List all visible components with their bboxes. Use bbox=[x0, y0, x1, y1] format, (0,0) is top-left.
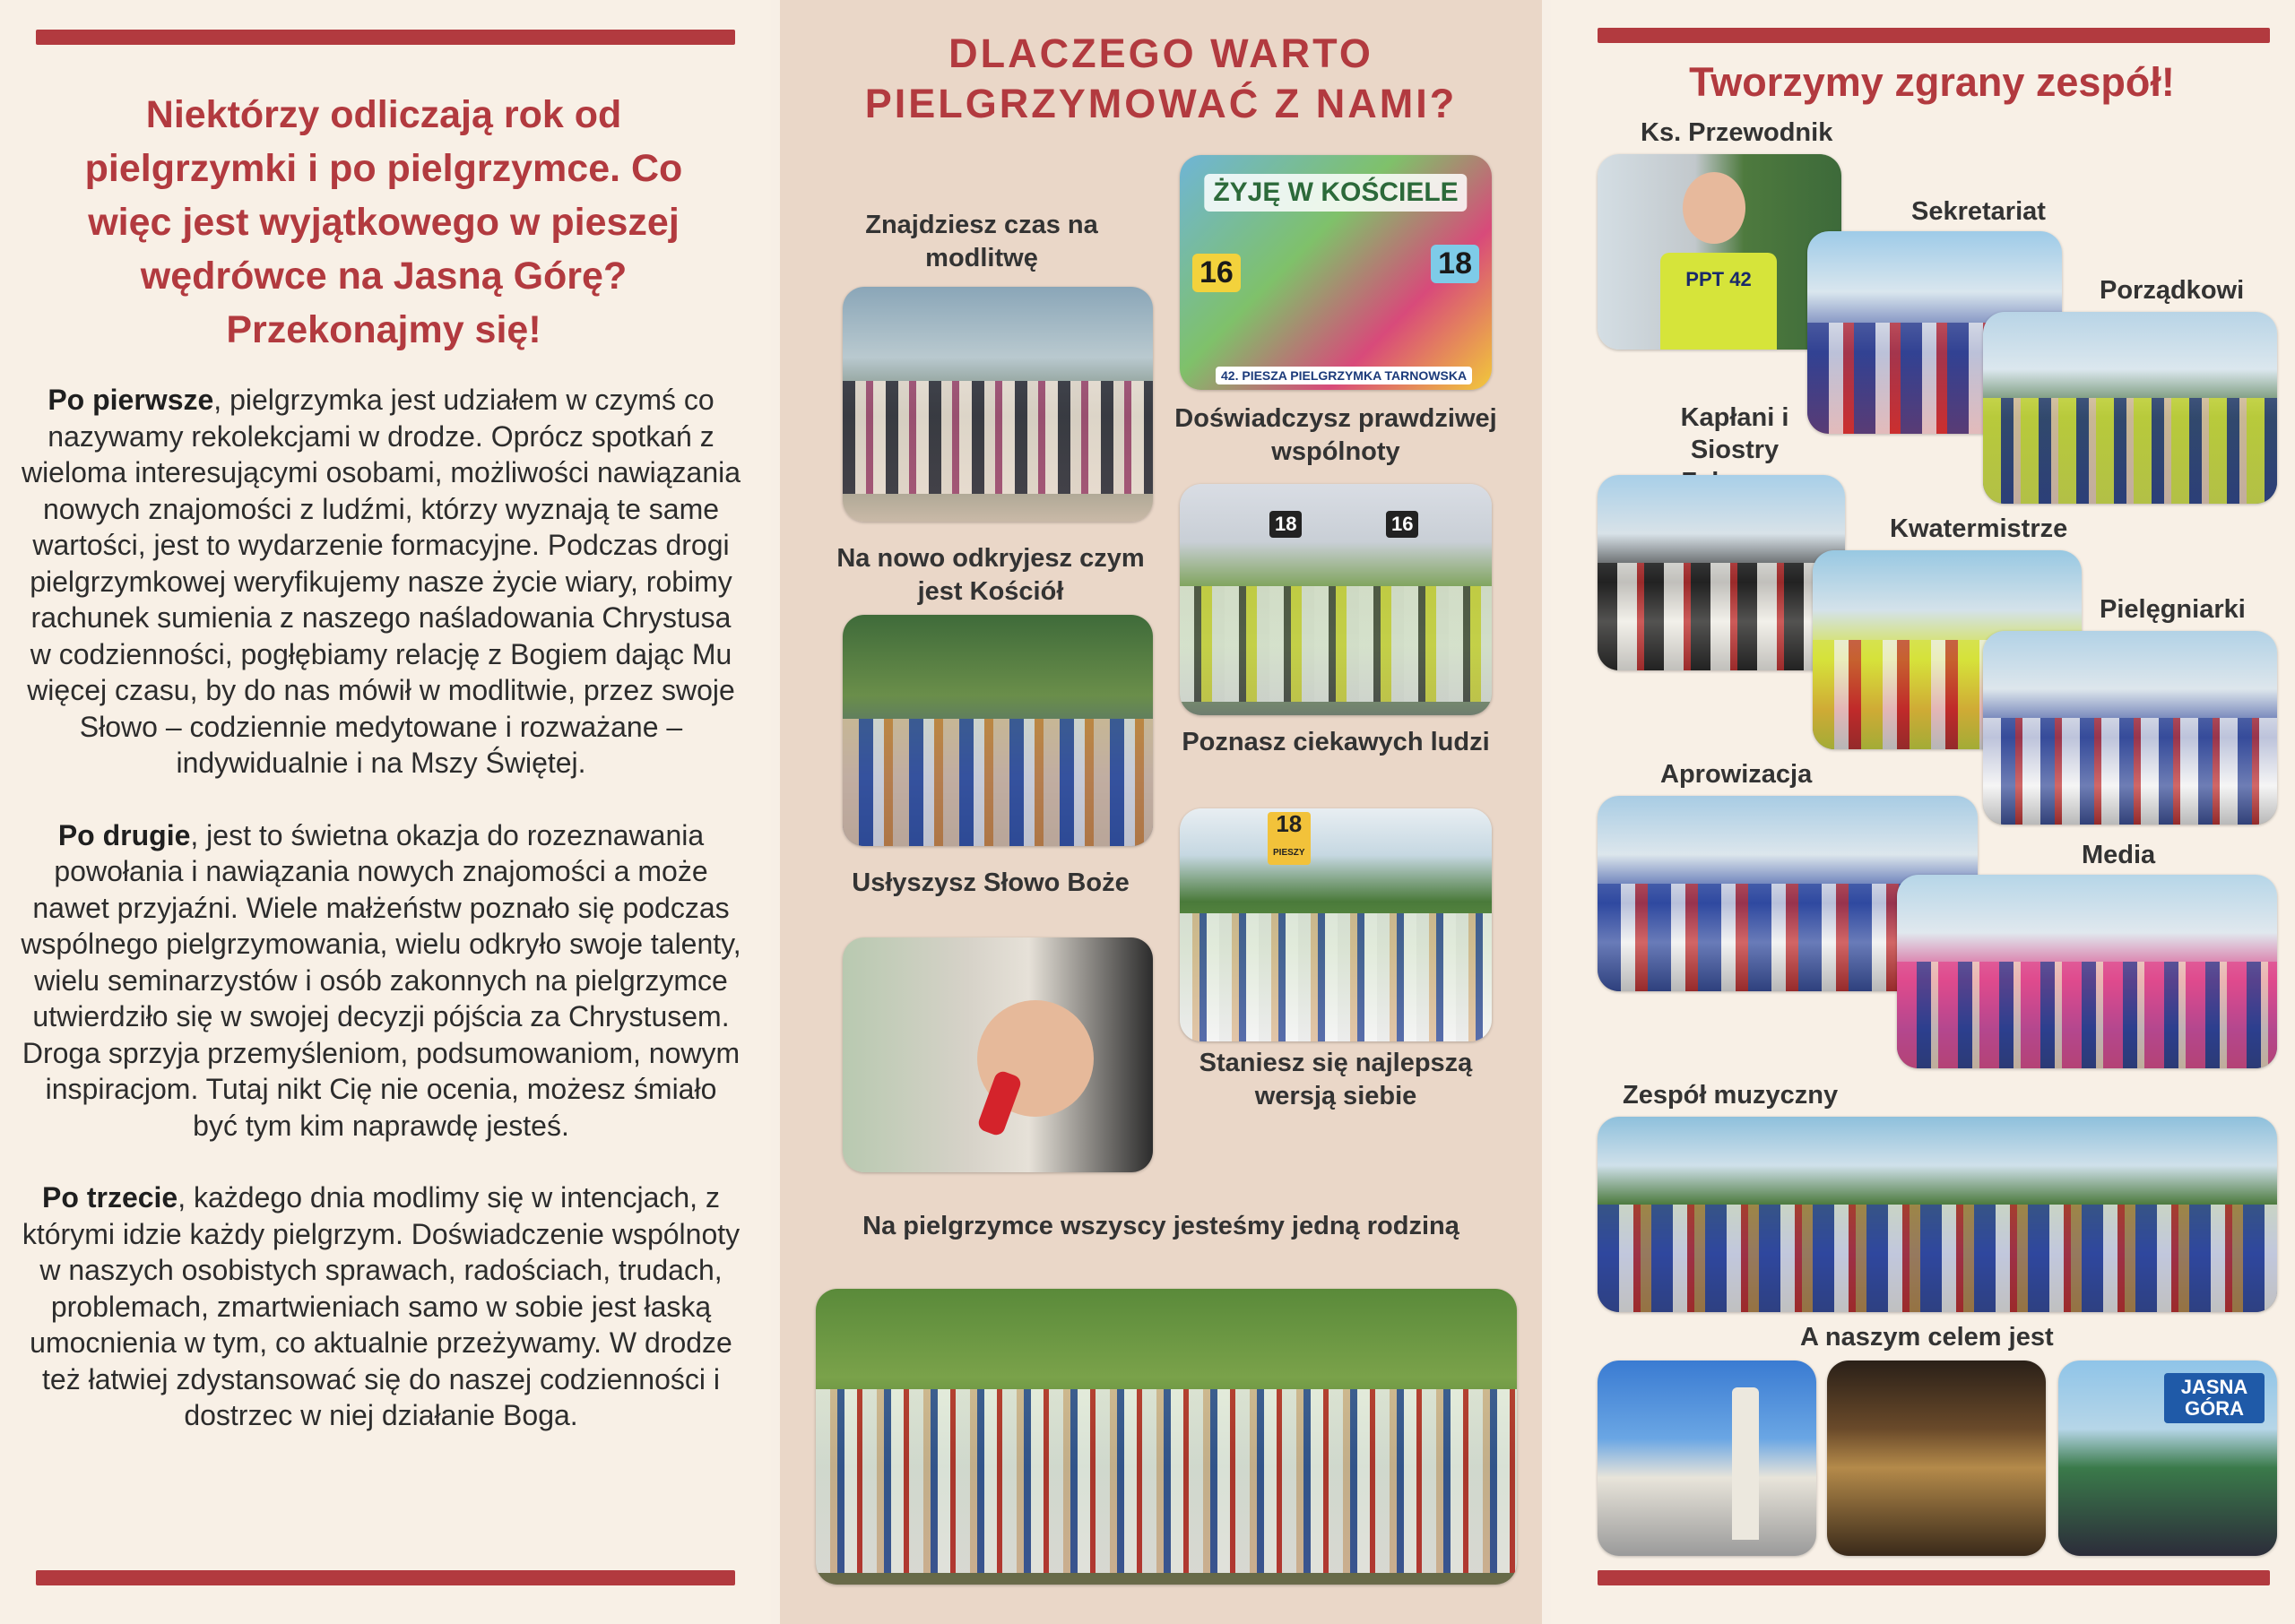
sign-number-16: 16 bbox=[1386, 511, 1418, 538]
right-heading: Tworzymy zgrany zespół! bbox=[1689, 59, 2175, 105]
caption-word: Usłyszysz Słowo Boże bbox=[852, 868, 1130, 897]
photo-people bbox=[1180, 484, 1492, 715]
caption-secretariat: Sekretariat bbox=[1911, 197, 2046, 226]
caption-quartermasters: Kwatermistrze bbox=[1890, 514, 2068, 543]
caption-goal: A naszym celem jest bbox=[1800, 1323, 2054, 1352]
banner-pilgrimage: 42. PIESZA PIELGRZYMKA TARNOWSKA bbox=[1216, 367, 1472, 384]
sign-group-number: 18 bbox=[1276, 810, 1303, 837]
photo-family bbox=[816, 1289, 1517, 1585]
bottom-divider-right bbox=[1598, 1570, 2270, 1585]
paragraph-first-lead: Po pierwsze bbox=[48, 384, 214, 416]
sign-zyje-w-kosciele: ŻYJĘ W KOŚCIELE bbox=[1204, 174, 1467, 212]
middle-panel bbox=[780, 0, 1542, 1624]
top-divider-right bbox=[1598, 28, 2270, 43]
caption-media: Media bbox=[2082, 841, 2156, 869]
caption-people: Poznasz ciekawych ludzi bbox=[1182, 728, 1490, 756]
caption-best-self: Staniesz się najlepszą wersją siebie bbox=[1199, 1049, 1473, 1110]
paragraph-first-text: , pielgrzymka jest udziałem w czymś co nazywamy rekolekcjami w drodze. Oprócz spotkań z wieloma interesującymi osobami, możliwości nawiązania nowych znajomości z ludźmi, którzy wyznają te same wartości, jest to wydarzenie formacyjne. Podczas drogi pielgrzymkowej weryfikujemy nasze życie wiary, robimy rachunek sumienia z naszego naśladowania Chrystusa w codzienności, pogłębiamy relację z Bogiem dając Mu więcej czasu, by do nas mówił w modlitwie, przez swoje Słowo – codziennie medytowane i rozważane – indywidualnie i na Mszy Świętej. bbox=[21, 384, 741, 779]
caption-band: Zespół muzyczny bbox=[1623, 1081, 1839, 1110]
middle-heading-line1: DLACZEGO WARTO bbox=[948, 30, 1373, 76]
sign-group-18 bbox=[1268, 812, 1311, 865]
paragraph-third bbox=[20, 1179, 742, 1434]
guide-head bbox=[1683, 172, 1745, 244]
paragraph-third-text: , każdego dnia modlimy się w intencjach, z którymi idzie każdy pielgrzym. Doświadczenie wspólnoty w naszych osobistych sprawach, radościach, trudach, problemach, zmartwieniach samo w sobie jest łaską umocnienia w tym, co aktualnie przeżywamy. W drodze też łatwiej zdystansować się do naszej codzienności i dostrzec w niej działanie Boga. bbox=[22, 1181, 740, 1431]
caption-guide: Ks. Przewodnik bbox=[1641, 118, 1833, 147]
caption-prayer: Znajdziesz czas na modlitwę bbox=[865, 211, 1098, 272]
photo-goal-chapel bbox=[1827, 1361, 2046, 1556]
sign-number-right: 18 bbox=[1431, 245, 1479, 283]
middle-heading bbox=[780, 29, 1542, 129]
photo-goal-gate bbox=[1598, 1361, 1816, 1556]
photo-best-self bbox=[1180, 808, 1492, 1041]
caption-family: Na pielgrzymce wszyscy jesteśmy jedną rodziną bbox=[862, 1212, 1459, 1240]
caption-priests-nuns: Kapłani i Siostry bbox=[1680, 403, 1789, 464]
vest-ppt: PPT bbox=[1685, 268, 1725, 290]
photo-band bbox=[1598, 1117, 2277, 1312]
photo-nurses bbox=[1983, 631, 2277, 825]
photo-guide bbox=[1598, 154, 1841, 350]
left-body-text bbox=[20, 382, 742, 1470]
caption-community: Doświadczysz prawdziwej wspólnoty bbox=[1174, 404, 1497, 466]
photo-word bbox=[843, 937, 1153, 1172]
caption-nurses: Pielęgniarki bbox=[2100, 595, 2246, 624]
caption-church: Na nowo odkryjesz czym jest Kościół bbox=[836, 544, 1145, 606]
sign-jasna-gora: JASNA GÓRA bbox=[2164, 1373, 2265, 1423]
photo-media bbox=[1897, 875, 2277, 1068]
paragraph-second-lead: Po drugie bbox=[57, 818, 191, 851]
bottom-divider bbox=[36, 1570, 735, 1585]
vest-number: 42 bbox=[1729, 268, 1752, 290]
guide-vest bbox=[1660, 253, 1777, 350]
photo-goal-car bbox=[2058, 1361, 2277, 1556]
left-panel bbox=[0, 0, 771, 1624]
caption-catering: Aprowizacja bbox=[1660, 760, 1813, 789]
photo-church bbox=[843, 615, 1153, 846]
paragraph-first bbox=[20, 382, 742, 782]
caption-stewards: Porządkowi bbox=[2100, 276, 2245, 305]
photo-stewards bbox=[1983, 312, 2277, 504]
left-heading: Niektórzy odliczają rok od pielgrzymki i po pielgrzymce. Co więc jest wyjątkowego w pieszej wędrówce na Jasną Górę? Przekonajmy się! bbox=[84, 93, 683, 351]
sign-group-sub: PIESZY bbox=[1273, 848, 1305, 858]
tower bbox=[1732, 1387, 1759, 1540]
photo-prayer bbox=[843, 287, 1153, 522]
paragraph-third-lead: Po trzecie bbox=[42, 1181, 178, 1214]
paragraph-second bbox=[20, 817, 742, 1145]
sign-number-18: 18 bbox=[1269, 511, 1302, 538]
photo-community bbox=[1180, 155, 1492, 390]
top-divider bbox=[36, 30, 735, 45]
right-panel bbox=[1551, 0, 2295, 1624]
sign-number-left: 16 bbox=[1192, 254, 1241, 292]
middle-heading-line2: PIELGRZYMOWAĆ Z NAMI? bbox=[864, 81, 1458, 126]
paragraph-second-text: , jest to świetna okazja do rozeznawania powołania i nawiązania nowych znajomości a może nawet przyjaźni. Wiele małżeństw poznało się podczas wspólnego pielgrzymowania, wielu odkryło swoje talenty, wielu seminarzystów i osób zakonnych na pielgrzymce utwierdziło się w swojej decyzji pójścia za Chrystusem. Droga sprzyja przemyśleniom, podsumowaniom, nowym inspiracjom. Tutaj nikt Cię nie ocenia, możesz śmiało być tym kim naprawdę jesteś. bbox=[21, 818, 741, 1142]
photo-priests bbox=[1598, 475, 1845, 670]
